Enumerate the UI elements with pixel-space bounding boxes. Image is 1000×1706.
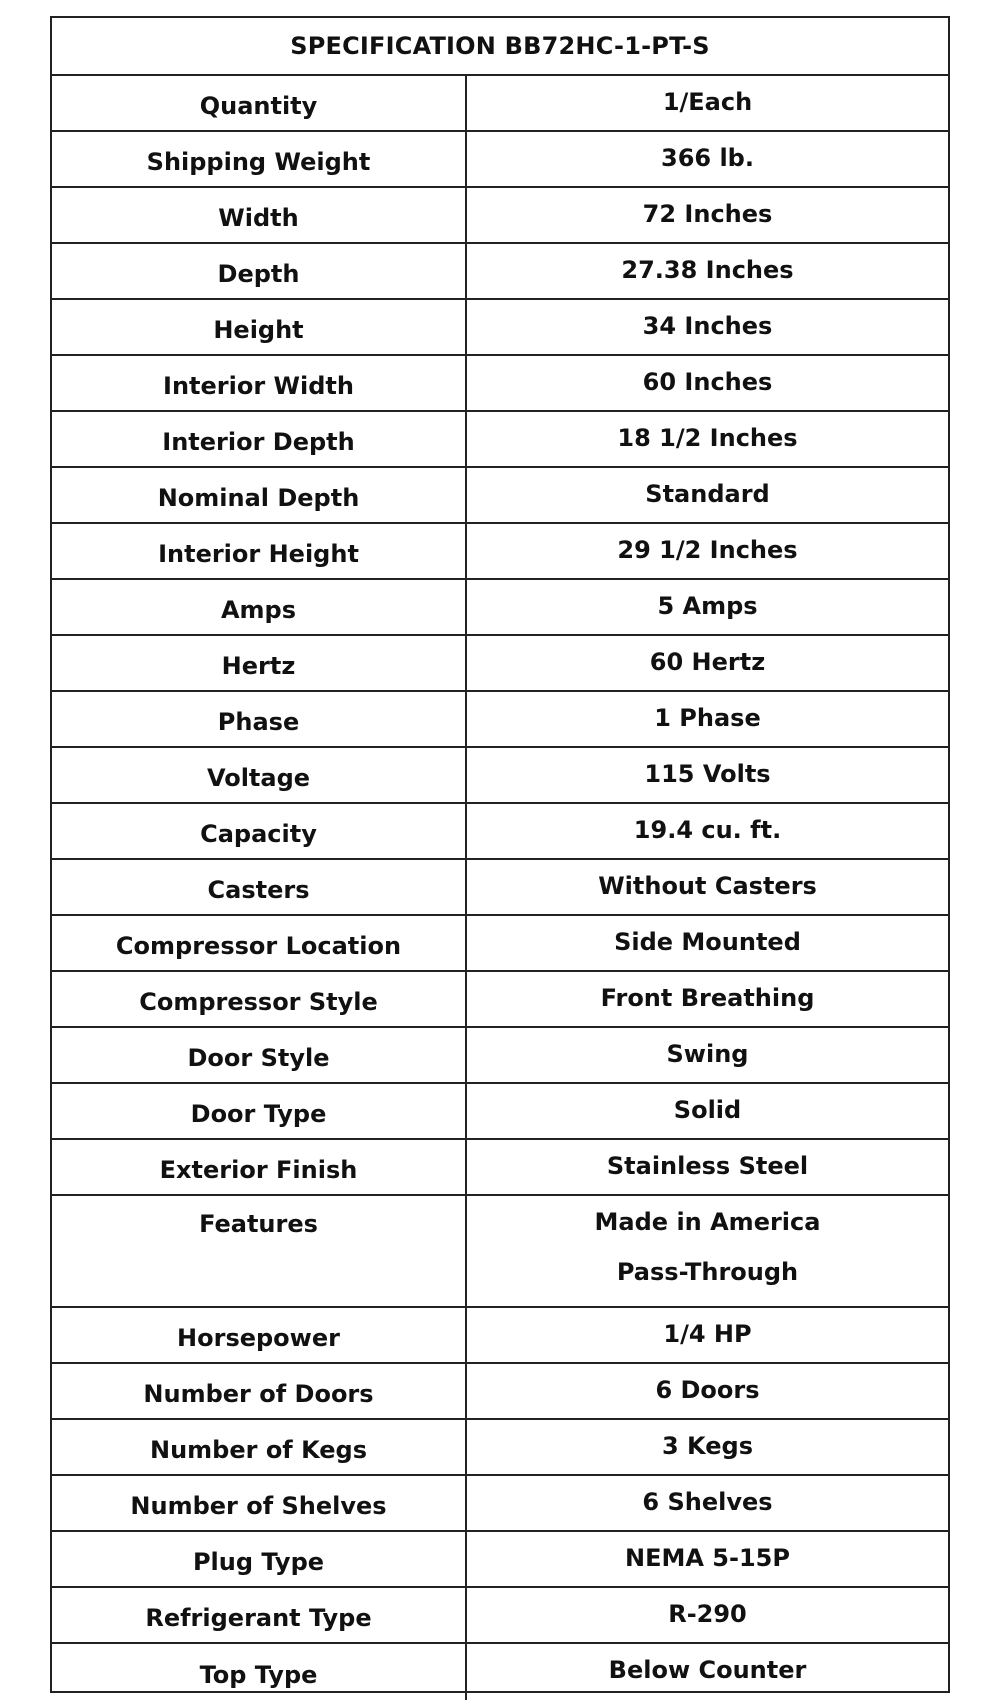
spec-value xyxy=(467,524,948,578)
spec-rows xyxy=(52,76,948,1700)
table-row xyxy=(52,692,948,748)
spec-label: Features xyxy=(52,1196,467,1306)
spec-value xyxy=(467,1644,948,1700)
spec-value-line: Made in America xyxy=(594,1208,821,1236)
spec-value xyxy=(467,300,948,354)
spec-value-line: Pass-Through xyxy=(616,1258,799,1286)
spec-label: Top Type xyxy=(52,1644,467,1700)
spec-value-line: Without Casters xyxy=(598,872,817,900)
spec-value xyxy=(467,1532,948,1586)
spec-value-line: 3 Kegs xyxy=(662,1432,753,1460)
spec-label: Width xyxy=(52,188,467,242)
spec-title: SPECIFICATION BB72HC-1-PT-S xyxy=(52,18,948,76)
spec-label: Exterior Finish xyxy=(52,1140,467,1194)
spec-value-line: Front Breathing xyxy=(600,984,815,1012)
spec-value-line: 6 Shelves xyxy=(642,1488,773,1516)
spec-value xyxy=(467,916,948,970)
table-row xyxy=(52,1644,948,1700)
spec-value xyxy=(467,412,948,466)
table-row xyxy=(52,1140,948,1196)
table-row xyxy=(52,1196,948,1308)
table-row xyxy=(52,580,948,636)
table-row xyxy=(52,1308,948,1364)
spec-value-line: NEMA 5-15P xyxy=(625,1544,790,1572)
spec-label: Refrigerant Type xyxy=(52,1588,467,1642)
table-row xyxy=(52,1364,948,1420)
spec-table xyxy=(50,16,950,1693)
table-row xyxy=(52,356,948,412)
spec-value xyxy=(467,132,948,186)
spec-value xyxy=(467,748,948,802)
spec-label: Hertz xyxy=(52,636,467,690)
spec-value-line: 34 Inches xyxy=(642,312,773,340)
spec-label: Number of Shelves xyxy=(52,1476,467,1530)
table-row xyxy=(52,132,948,188)
table-row xyxy=(52,300,948,356)
spec-value-line: Swing xyxy=(666,1040,749,1068)
spec-value xyxy=(467,692,948,746)
spec-value xyxy=(467,1588,948,1642)
spec-value xyxy=(467,1028,948,1082)
spec-label: Compressor Style xyxy=(52,972,467,1026)
spec-value xyxy=(467,1196,948,1306)
spec-label: Interior Depth xyxy=(52,412,467,466)
spec-value-line: 29 1/2 Inches xyxy=(617,536,798,564)
table-row xyxy=(52,1532,948,1588)
spec-label: Door Type xyxy=(52,1084,467,1138)
spec-value xyxy=(467,468,948,522)
spec-value-line: R-290 xyxy=(668,1600,747,1628)
spec-value-line: Solid xyxy=(673,1096,742,1124)
table-row xyxy=(52,860,948,916)
spec-value-line: 115 Volts xyxy=(644,760,771,788)
table-row xyxy=(52,244,948,300)
spec-label: Height xyxy=(52,300,467,354)
table-row xyxy=(52,804,948,860)
table-row xyxy=(52,748,948,804)
spec-label: Voltage xyxy=(52,748,467,802)
spec-value-line: 60 Inches xyxy=(642,368,773,396)
spec-value-line: Stainless Steel xyxy=(606,1152,809,1180)
table-row xyxy=(52,636,948,692)
spec-value-line: Standard xyxy=(645,480,770,508)
table-row xyxy=(52,1476,948,1532)
spec-value xyxy=(467,188,948,242)
spec-value xyxy=(467,804,948,858)
spec-value-line: 5 Amps xyxy=(657,592,758,620)
spec-value xyxy=(467,580,948,634)
spec-value-line: 366 lb. xyxy=(661,144,754,172)
spec-value-line: 27.38 Inches xyxy=(621,256,794,284)
spec-value-line: Side Mounted xyxy=(614,928,801,956)
spec-label: Phase xyxy=(52,692,467,746)
spec-label: Amps xyxy=(52,580,467,634)
table-row xyxy=(52,188,948,244)
spec-value-line: 60 Hertz xyxy=(649,648,766,676)
table-row xyxy=(52,1588,948,1644)
table-row xyxy=(52,468,948,524)
spec-value-line: 19.4 cu. ft. xyxy=(633,816,782,844)
spec-label: Number of Kegs xyxy=(52,1420,467,1474)
spec-label: Quantity xyxy=(52,76,467,130)
spec-label: Door Style xyxy=(52,1028,467,1082)
spec-label: Casters xyxy=(52,860,467,914)
spec-value xyxy=(467,76,948,130)
spec-value xyxy=(467,1308,948,1362)
spec-label: Interior Height xyxy=(52,524,467,578)
spec-value xyxy=(467,1084,948,1138)
spec-label: Capacity xyxy=(52,804,467,858)
spec-label: Horsepower xyxy=(52,1308,467,1362)
spec-value xyxy=(467,1476,948,1530)
spec-value-line: 6 Doors xyxy=(655,1376,760,1404)
spec-value xyxy=(467,1364,948,1418)
table-row xyxy=(52,972,948,1028)
table-row xyxy=(52,524,948,580)
spec-value xyxy=(467,636,948,690)
spec-value-line: 1/4 HP xyxy=(663,1320,752,1348)
spec-label: Depth xyxy=(52,244,467,298)
spec-value xyxy=(467,972,948,1026)
spec-label: Nominal Depth xyxy=(52,468,467,522)
spec-value-line: 18 1/2 Inches xyxy=(617,424,798,452)
spec-value xyxy=(467,356,948,410)
spec-label: Shipping Weight xyxy=(52,132,467,186)
spec-value xyxy=(467,1140,948,1194)
table-row xyxy=(52,76,948,132)
spec-value xyxy=(467,860,948,914)
table-row xyxy=(52,1028,948,1084)
spec-label: Plug Type xyxy=(52,1532,467,1586)
spec-label: Number of Doors xyxy=(52,1364,467,1418)
spec-value-line: Below Counter xyxy=(608,1656,807,1684)
table-row xyxy=(52,1420,948,1476)
table-row xyxy=(52,412,948,468)
spec-value xyxy=(467,244,948,298)
spec-label: Compressor Location xyxy=(52,916,467,970)
table-row xyxy=(52,1084,948,1140)
spec-value-line: 72 Inches xyxy=(642,200,773,228)
spec-value xyxy=(467,1420,948,1474)
spec-value-line: 1 Phase xyxy=(654,704,761,732)
spec-value-line: 1/Each xyxy=(662,88,753,116)
table-row xyxy=(52,916,948,972)
spec-label: Interior Width xyxy=(52,356,467,410)
